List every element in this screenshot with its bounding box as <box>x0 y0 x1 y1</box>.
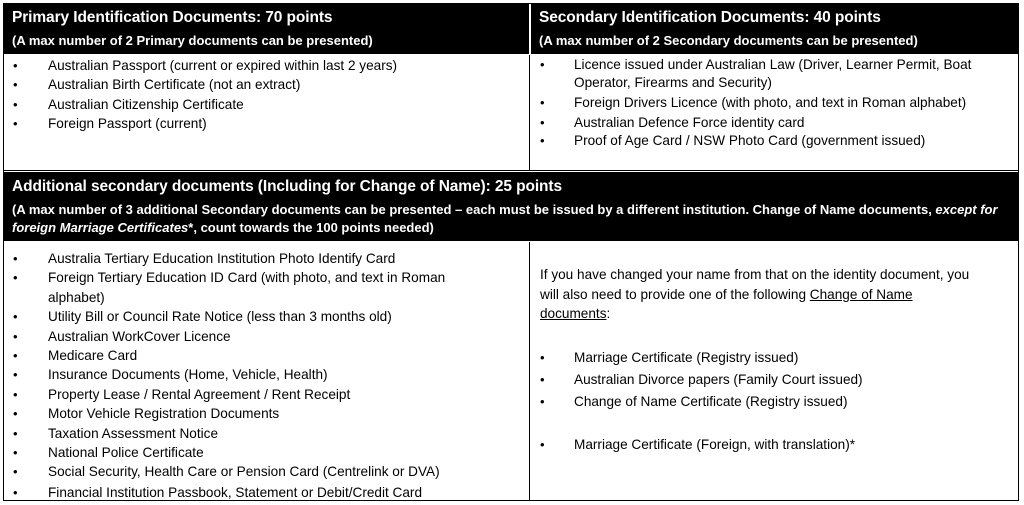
list-item: • Australian WorkCover Licence <box>4 327 529 346</box>
additional-title: Additional secondary documents (Including for Change of Name): 25 points <box>12 178 562 195</box>
change-of-name-cell <box>530 242 1018 500</box>
list-item: • National Police Certificate <box>4 443 529 462</box>
change-of-name-colon: : <box>606 306 611 321</box>
list-item: • Foreign Passport (current) <box>4 114 529 133</box>
primary-list <box>4 55 529 134</box>
list-item: • Financial Institution Passbook, Statement or Debit/Credit Card <box>4 482 529 504</box>
additional-subtitle-emphasis: except for foreign Marriage Certificates <box>12 202 998 235</box>
list-item: • Utility Bill or Council Rate Notice (less than 3 months old) <box>4 307 529 326</box>
secondary-list <box>530 55 1018 150</box>
secondary-list-cell <box>530 55 1018 171</box>
primary-title: Primary Identification Documents: 70 points <box>12 9 333 26</box>
additional-subtitle <box>12 201 1012 237</box>
list-item: • Proof of Age Card / NSW Photo Card (government issued) <box>530 132 1018 150</box>
list-item: • Motor Vehicle Registration Documents <box>4 404 529 423</box>
additional-header <box>4 172 1018 241</box>
list-item: • Change of Name Certificate (Registry issued) <box>530 392 1016 412</box>
id-documents-table <box>3 3 1019 501</box>
primary-header <box>4 4 529 54</box>
primary-list-cell <box>4 55 530 171</box>
list-item: • Marriage Certificate (Foreign, with translation)* <box>530 435 1016 455</box>
list-item: • Australian Passport (current or expired within last 2 years) <box>4 56 529 75</box>
list-item: • Foreign Drivers Licence (with photo, and text in Roman alphabet) <box>530 94 1018 112</box>
list-item: • Medicare Card <box>4 346 529 365</box>
change-of-name-link[interactable]: Change of Name documents <box>540 286 913 321</box>
list-item: • Marriage Certificate (Registry issued) <box>530 348 1016 368</box>
list-item: • Australian Defence Force identity card <box>530 114 1018 132</box>
primary-subtitle: (A max number of 2 Primary documents can be presented) <box>12 33 373 48</box>
list-item: • Licence issued under Australian Law (Driver, Learner Permit, Boat Operator, Firearms and Security) <box>530 56 1018 92</box>
list-item: • Australia Tertiary Education Institution Photo Identify Card <box>4 249 529 268</box>
list-item: • Australian Birth Certificate (not an extract) <box>4 75 529 94</box>
list-item: • Insurance Documents (Home, Vehicle, Health) <box>4 365 529 384</box>
additional-list-cell <box>4 242 530 500</box>
list-item: • Australian Citizenship Certificate <box>4 95 529 114</box>
list-item: • Social Security, Health Care or Pension Card (Centrelink or DVA) <box>4 462 529 481</box>
secondary-subtitle: (A max number of 2 Secondary documents can be presented) <box>539 33 918 48</box>
additional-subtitle-part2: *, count towards the 100 points needed) <box>188 220 434 235</box>
change-of-name-intro: If you have changed your name from that on the identity document, you will also need to provide one of the following <box>540 267 970 302</box>
secondary-title: Secondary Identification Documents: 40 points <box>539 9 881 26</box>
secondary-header <box>531 4 1018 54</box>
list-item: • Taxation Assessment Notice <box>4 424 529 443</box>
change-of-name-list <box>530 348 1016 455</box>
additional-subtitle-part1: (A max number of 3 additional Secondary documents can be presented – each must be issued by a different institution. Change of Name documents, <box>12 202 936 217</box>
additional-list <box>4 242 529 504</box>
change-of-name-note <box>540 265 980 324</box>
list-item: • Property Lease / Rental Agreement / Rent Receipt <box>4 385 529 404</box>
list-item: • Australian Divorce papers (Family Court issued) <box>530 370 1016 390</box>
list-item: • Foreign Tertiary Education ID Card (with photo, and text in Roman alphabet) <box>4 268 529 307</box>
